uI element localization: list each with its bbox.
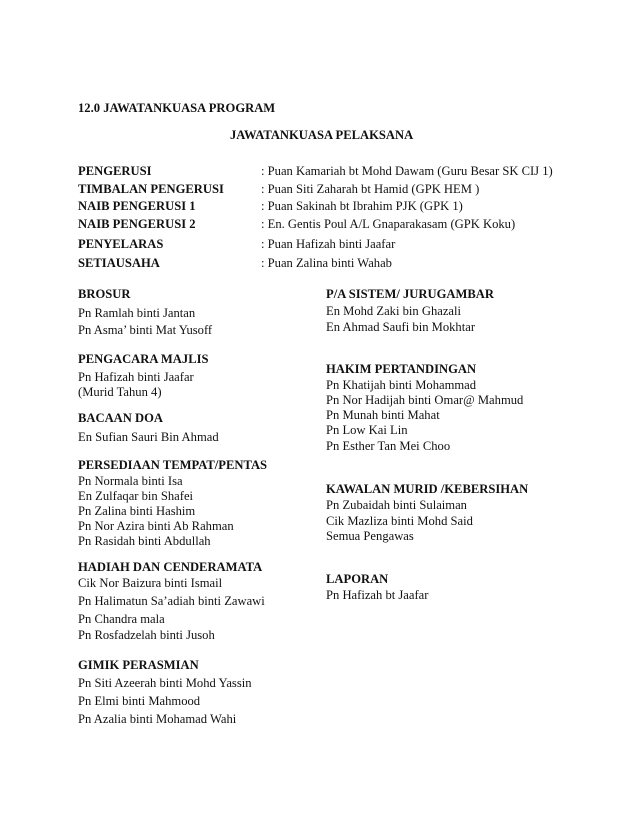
role-label-setiausaha: SETIAUSAHA bbox=[78, 256, 160, 270]
list-item: Pn Zalina binti Hashim bbox=[78, 504, 196, 518]
role-label-naib-2: NAIB PENGERUSI 2 bbox=[78, 217, 196, 231]
list-item: Pn Low Kai Lin bbox=[326, 423, 408, 437]
list-item: En Zulfaqar bin Shafei bbox=[78, 489, 194, 503]
list-item: Pn Munah binti Mahat bbox=[326, 408, 440, 422]
list-item: Cik Mazliza binti Mohd Said bbox=[326, 514, 473, 528]
section-title-pa-sistem: P/A SISTEM/ JURUGAMBAR bbox=[326, 287, 494, 301]
list-item: En Mohd Zaki bin Ghazali bbox=[326, 304, 462, 318]
document-subtitle: JAWATANKUASA PELAKSANA bbox=[230, 128, 414, 142]
section-title-persediaan-tempat: PERSEDIAAN TEMPAT/PENTAS bbox=[78, 458, 268, 472]
list-item: Pn Rasidah binti Abdullah bbox=[78, 534, 211, 548]
list-item: Cik Nor Baizura binti Ismail bbox=[78, 576, 223, 590]
list-item: Pn Esther Tan Mei Choo bbox=[326, 439, 451, 453]
list-item: Pn Halimatun Sa’adiah binti Zawawi bbox=[78, 594, 265, 608]
role-value-timbalan: : Puan Siti Zaharah bt Hamid (GPK HEM ) bbox=[261, 182, 480, 196]
section-title-gimik-perasmian: GIMIK PERASMIAN bbox=[78, 658, 199, 672]
role-value-pengerusi: : Puan Kamariah bt Mohd Dawam (Guru Besar SK CIJ 1) bbox=[261, 164, 553, 178]
list-item: Pn Ramlah binti Jantan bbox=[78, 306, 196, 320]
role-value-penyelaras: : Puan Hafizah binti Jaafar bbox=[261, 237, 396, 251]
section-title-brosur: BROSUR bbox=[78, 287, 131, 301]
list-item: (Murid Tahun 4) bbox=[78, 385, 162, 399]
list-item: En Sufian Sauri Bin Ahmad bbox=[78, 430, 219, 444]
list-item: Pn Rosfadzelah binti Jusoh bbox=[78, 628, 215, 642]
list-item: Semua Pengawas bbox=[326, 529, 414, 543]
list-item: En Ahmad Saufi bin Mokhtar bbox=[326, 320, 476, 334]
role-label-timbalan: TIMBALAN PENGERUSI bbox=[78, 182, 224, 196]
list-item: Pn Chandra mala bbox=[78, 612, 165, 626]
list-item: Pn Zubaidah binti Sulaiman bbox=[326, 498, 467, 512]
role-label-penyelaras: PENYELARAS bbox=[78, 237, 164, 251]
list-item: Pn Asma’ binti Mat Yusoff bbox=[78, 323, 213, 337]
list-item: Pn Nor Hadijah binti Omar@ Mahmud bbox=[326, 393, 524, 407]
section-title-bacaan-doa: BACAAN DOA bbox=[78, 411, 164, 425]
role-value-naib-1: : Puan Sakinah bt Ibrahim PJK (GPK 1) bbox=[261, 199, 463, 213]
role-label-naib-1: NAIB PENGERUSI 1 bbox=[78, 199, 196, 213]
list-item: Pn Azalia binti Mohamad Wahi bbox=[78, 712, 237, 726]
role-value-setiausaha: : Puan Zalina binti Wahab bbox=[261, 256, 392, 270]
list-item: Pn Elmi binti Mahmood bbox=[78, 694, 201, 708]
list-item: Pn Siti Azeerah binti Mohd Yassin bbox=[78, 676, 252, 690]
document-title: 12.0 JAWATANKUASA PROGRAM bbox=[78, 101, 276, 115]
role-value-naib-2: : En. Gentis Poul A/L Gnaparakasam (GPK Koku) bbox=[261, 217, 516, 231]
section-title-pengacara-majlis: PENGACARA MAJLIS bbox=[78, 352, 209, 366]
section-title-kawalan-murid: KAWALAN MURID /KEBERSIHAN bbox=[326, 482, 529, 496]
section-title-hadiah: HADIAH DAN CENDERAMATA bbox=[78, 560, 263, 574]
list-item: Pn Khatijah binti Mohammad bbox=[326, 378, 477, 392]
list-item: Pn Hafizah binti Jaafar bbox=[78, 370, 194, 384]
list-item: Pn Hafizah bt Jaafar bbox=[326, 588, 429, 602]
list-item: Pn Nor Azira binti Ab Rahman bbox=[78, 519, 234, 533]
section-title-laporan: LAPORAN bbox=[326, 572, 389, 586]
section-title-hakim: HAKIM PERTANDINGAN bbox=[326, 362, 477, 376]
role-label-pengerusi: PENGERUSI bbox=[78, 164, 152, 178]
list-item: Pn Normala binti Isa bbox=[78, 474, 183, 488]
